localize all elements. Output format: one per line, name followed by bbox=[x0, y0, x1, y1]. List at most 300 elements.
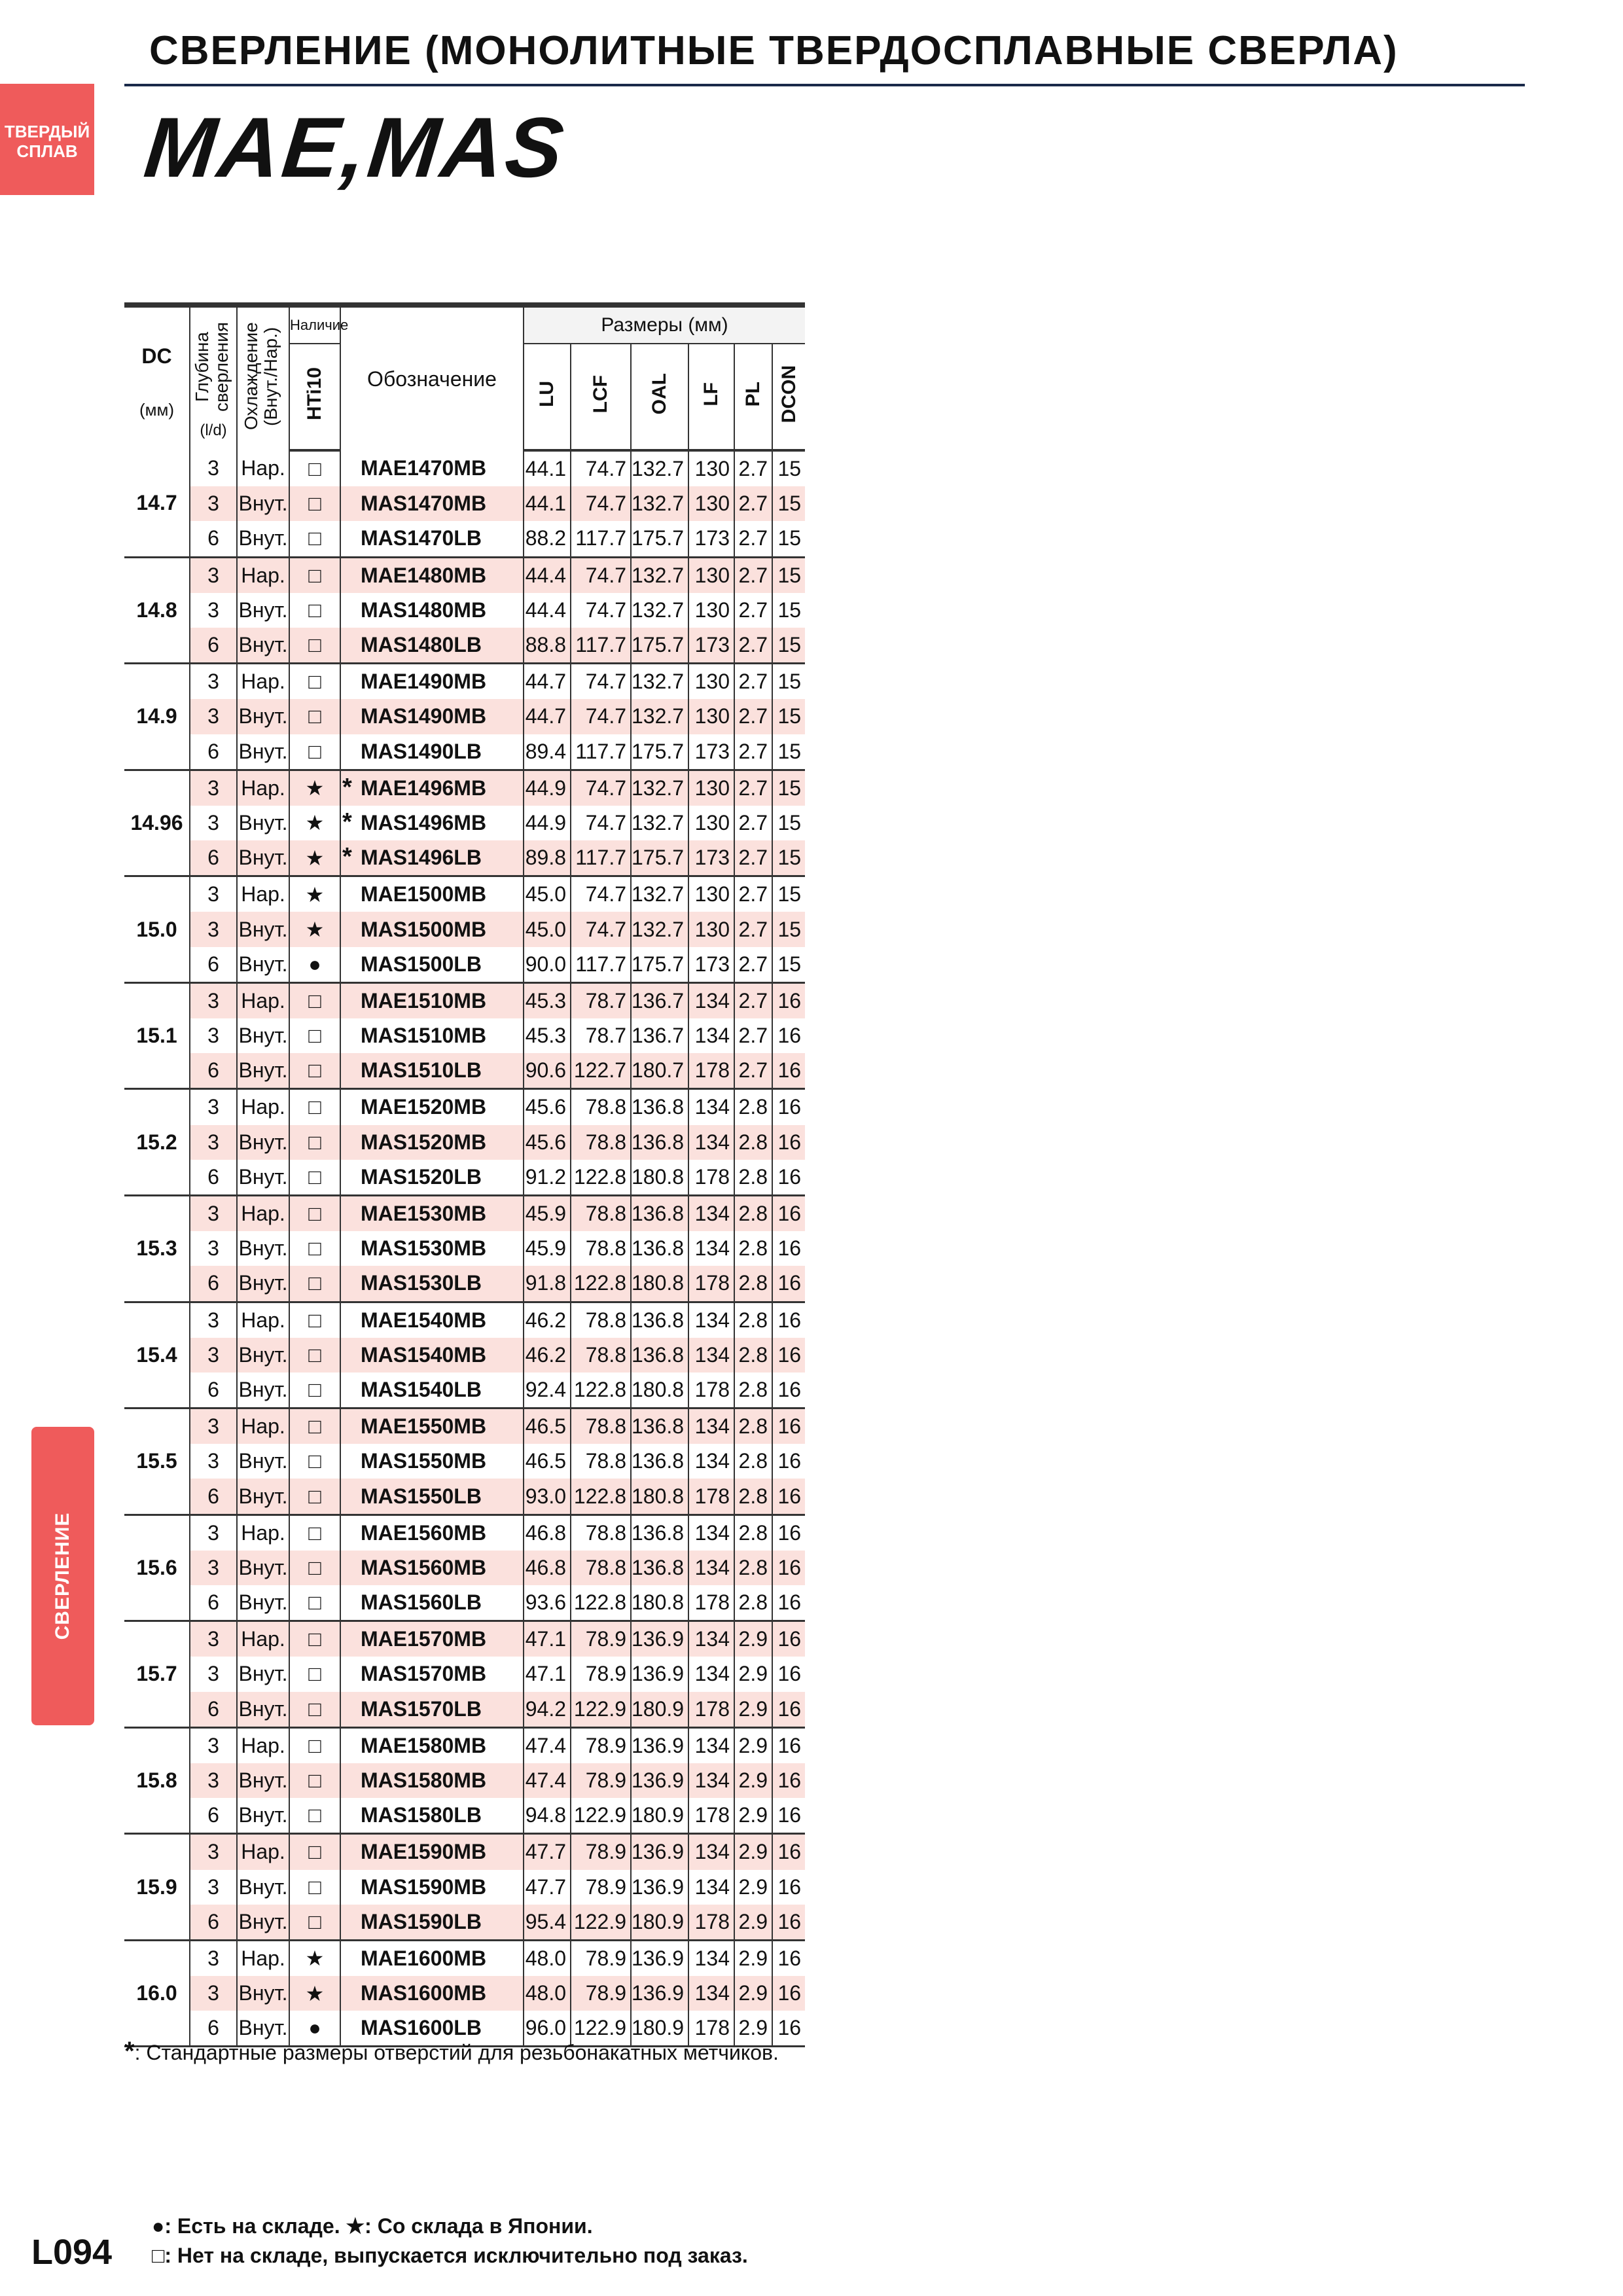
coolant-cell: Нар. bbox=[237, 1727, 289, 1763]
lf-cell: 134 bbox=[688, 1231, 734, 1266]
stock-cell: □ bbox=[289, 664, 340, 700]
lf-cell: 130 bbox=[688, 806, 734, 840]
category-tab bbox=[31, 1427, 94, 1725]
lf-cell: 178 bbox=[688, 1479, 734, 1515]
lf-cell: 130 bbox=[688, 699, 734, 734]
dcon-cell: 15 bbox=[777, 670, 802, 694]
header-lu-label: LU bbox=[536, 381, 558, 407]
table-row bbox=[124, 628, 805, 664]
table-row bbox=[124, 1408, 805, 1444]
coolant-cell: Нар. bbox=[237, 1940, 289, 1976]
oal-cell: 180.8 bbox=[631, 1585, 688, 1621]
table-row bbox=[124, 1479, 805, 1515]
designation-text: MAS1470MB bbox=[361, 492, 487, 516]
oal-cell: 180.8 bbox=[631, 1160, 688, 1196]
table-row bbox=[124, 557, 805, 593]
designation-cell bbox=[340, 1551, 524, 1585]
depth-cell: 6 bbox=[190, 2011, 237, 2047]
lcf-cell: 122.9 bbox=[571, 1798, 631, 1834]
oal-cell: 175.7 bbox=[631, 734, 688, 770]
designation-cell bbox=[340, 1053, 524, 1089]
stock-cell: □ bbox=[289, 1692, 340, 1728]
oal-cell: 180.8 bbox=[631, 1266, 688, 1302]
stock-cell: □ bbox=[289, 1195, 340, 1231]
dc-cell: 15.2 bbox=[124, 1089, 190, 1196]
stock-cell: □ bbox=[289, 557, 340, 593]
footnote bbox=[124, 2037, 779, 2066]
lu-cell: 45.9 bbox=[524, 1231, 571, 1266]
stock-cell: □ bbox=[289, 1338, 340, 1372]
table-row bbox=[124, 734, 805, 770]
coolant-cell: Нар. bbox=[237, 1834, 289, 1870]
designation-text: MAE1540MB bbox=[361, 1308, 487, 1332]
lcf-cell: 78.8 bbox=[571, 1408, 631, 1444]
lf-cell: 134 bbox=[688, 1302, 734, 1338]
depth-cell: 6 bbox=[190, 734, 237, 770]
coolant-cell: Внут. bbox=[237, 1231, 289, 1266]
designation-cell bbox=[340, 1302, 524, 1338]
lcf-cell: 117.7 bbox=[571, 521, 631, 557]
lu-cell: 46.5 bbox=[524, 1408, 571, 1444]
coolant-cell: Внут. bbox=[237, 1585, 289, 1621]
designation-text: MAS1520LB bbox=[361, 1164, 482, 1189]
oal-cell: 175.7 bbox=[631, 947, 688, 983]
designation-text: MAS1580LB bbox=[361, 1803, 482, 1827]
coolant-cell: Нар. bbox=[237, 1089, 289, 1125]
lu-cell: 47.7 bbox=[524, 1870, 571, 1905]
depth-cell: 6 bbox=[190, 1266, 237, 1302]
lu-cell: 44.4 bbox=[524, 557, 571, 593]
oal-cell: 136.9 bbox=[631, 1870, 688, 1905]
designation-text: MAS1510MB bbox=[361, 1024, 487, 1048]
designation-cell bbox=[340, 1089, 524, 1125]
lf-cell: 134 bbox=[688, 1444, 734, 1479]
table-row bbox=[124, 450, 805, 486]
designation-cell bbox=[340, 840, 524, 876]
designation-cell bbox=[340, 699, 524, 734]
stock-cell: □ bbox=[289, 699, 340, 734]
stock-cell: □ bbox=[289, 1302, 340, 1338]
designation-cell bbox=[340, 1940, 524, 1976]
pl-cell: 2.8 bbox=[734, 1231, 772, 1266]
dc-cell: 14.7 bbox=[124, 450, 190, 557]
coolant-cell: Внут. bbox=[237, 840, 289, 876]
lu-cell: 46.5 bbox=[524, 1444, 571, 1479]
pl-cell: 2.8 bbox=[734, 1408, 772, 1444]
lf-cell: 178 bbox=[688, 1905, 734, 1941]
depth-cell: 3 bbox=[190, 1125, 237, 1160]
lf-cell: 173 bbox=[688, 840, 734, 876]
lcf-cell: 78.8 bbox=[571, 1444, 631, 1479]
depth-cell: 6 bbox=[190, 1798, 237, 1834]
depth-cell: 6 bbox=[190, 1160, 237, 1196]
coolant-cell: Нар. bbox=[237, 1195, 289, 1231]
designation-cell bbox=[340, 1372, 524, 1408]
pl-cell: 2.7 bbox=[734, 486, 772, 521]
oal-cell: 136.9 bbox=[631, 1621, 688, 1657]
dcon-cell: 15 bbox=[772, 912, 805, 946]
lf-cell: 130 bbox=[688, 912, 734, 946]
pl-cell: 2.8 bbox=[734, 1160, 772, 1196]
table-row bbox=[124, 486, 805, 521]
lcf-cell: 117.7 bbox=[571, 734, 631, 770]
designation-cell bbox=[340, 876, 524, 912]
lf-cell: 173 bbox=[688, 947, 734, 983]
lcf-cell: 78.8 bbox=[571, 1338, 631, 1372]
designation-cell bbox=[340, 1408, 524, 1444]
designation-cell bbox=[340, 1657, 524, 1691]
lf-cell: 173 bbox=[688, 628, 734, 664]
oal-cell: 136.7 bbox=[631, 982, 688, 1018]
stock-cell: □ bbox=[289, 1870, 340, 1905]
lu-cell: 90.0 bbox=[524, 947, 571, 983]
coolant-cell: Внут. bbox=[237, 1444, 289, 1479]
lf-cell: 134 bbox=[688, 1727, 734, 1763]
depth-cell: 3 bbox=[190, 593, 237, 628]
dcon-cell: 16 bbox=[772, 1905, 805, 1941]
designation-text: MAS1496MB bbox=[361, 810, 487, 834]
designation-cell bbox=[340, 734, 524, 770]
pl-cell: 2.8 bbox=[734, 1515, 772, 1551]
coolant-cell: Внут. bbox=[237, 806, 289, 840]
table-row bbox=[124, 876, 805, 912]
table-row bbox=[124, 1372, 805, 1408]
lu-cell: 91.2 bbox=[524, 1160, 571, 1196]
depth-cell: 3 bbox=[190, 1870, 237, 1905]
lcf-cell: 78.8 bbox=[571, 1195, 631, 1231]
designation-cell bbox=[340, 912, 524, 946]
table-body bbox=[124, 450, 805, 2047]
lu-cell: 95.4 bbox=[524, 1905, 571, 1941]
lu-cell: 44.7 bbox=[524, 699, 571, 734]
depth-cell: 3 bbox=[190, 664, 237, 700]
depth-cell: 3 bbox=[190, 912, 237, 946]
depth-cell: 3 bbox=[190, 1302, 237, 1338]
stock-cell: □ bbox=[289, 1444, 340, 1479]
pl-cell: 2.7 bbox=[734, 876, 772, 912]
depth-cell: 6 bbox=[190, 1479, 237, 1515]
coolant-cell: Внут. bbox=[237, 1125, 289, 1160]
designation-cell bbox=[340, 806, 524, 840]
pl-cell: 2.8 bbox=[734, 1338, 772, 1372]
lcf-cell: 117.7 bbox=[571, 628, 631, 664]
dcon-cell: 16 bbox=[772, 1621, 805, 1657]
stock-cell: □ bbox=[289, 521, 340, 557]
table-row bbox=[124, 664, 805, 700]
dcon-cell: 15 bbox=[772, 699, 805, 734]
stock-cell: □ bbox=[289, 1763, 340, 1798]
lcf-cell: 78.7 bbox=[571, 982, 631, 1018]
lcf-cell: 74.7 bbox=[571, 876, 631, 912]
header-dcon bbox=[772, 344, 805, 450]
coolant-cell: Внут. bbox=[237, 2011, 289, 2047]
header-pl bbox=[734, 344, 772, 450]
dcon-cell: 16 bbox=[777, 1236, 802, 1261]
section-title: СВЕРЛЕНИЕ (МОНОЛИТНЫЕ ТВЕРДОСПЛАВНЫЕ СВЕРЛА) bbox=[149, 28, 1399, 73]
lf-cell: 130 bbox=[688, 450, 734, 486]
lcf-cell: 117.7 bbox=[571, 947, 631, 983]
depth-cell: 3 bbox=[190, 1976, 237, 2011]
lu-cell: 47.4 bbox=[524, 1763, 571, 1798]
lu-cell: 44.9 bbox=[524, 770, 571, 806]
lf-cell: 134 bbox=[688, 1125, 734, 1160]
pl-cell: 2.7 bbox=[734, 1053, 772, 1089]
designation-text: MAE1470MB bbox=[361, 456, 487, 480]
designation-text: MAE1480MB bbox=[361, 563, 487, 587]
oal-cell: 132.7 bbox=[631, 486, 688, 521]
lf-cell: 130 bbox=[688, 876, 734, 912]
header-dc-unit: (мм) bbox=[139, 400, 175, 420]
lu-cell: 45.0 bbox=[524, 876, 571, 912]
oal-cell: 136.9 bbox=[631, 1727, 688, 1763]
lu-cell: 44.1 bbox=[524, 450, 571, 486]
oal-cell: 136.9 bbox=[631, 1657, 688, 1691]
designation-cell bbox=[340, 1621, 524, 1657]
pl-cell: 2.7 bbox=[734, 1018, 772, 1053]
stock-cell: □ bbox=[289, 734, 340, 770]
depth-cell: 3 bbox=[190, 1408, 237, 1444]
pl-cell: 2.7 bbox=[734, 840, 772, 876]
table-row bbox=[124, 1053, 805, 1089]
oal-cell: 136.9 bbox=[631, 1940, 688, 1976]
header-lcf-label: LCF bbox=[590, 374, 611, 414]
lcf-cell: 122.9 bbox=[571, 1905, 631, 1941]
stock-cell: □ bbox=[289, 1408, 340, 1444]
stock-cell: □ bbox=[289, 1905, 340, 1941]
lu-cell: 45.3 bbox=[524, 982, 571, 1018]
depth-cell: 3 bbox=[190, 1231, 237, 1266]
designation-text: MAE1490MB bbox=[361, 670, 487, 694]
designation-cell bbox=[340, 1905, 524, 1941]
stock-cell: ● bbox=[289, 2011, 340, 2047]
oal-cell: 180.9 bbox=[631, 1692, 688, 1728]
depth-cell: 3 bbox=[190, 876, 237, 912]
pl-cell: 2.8 bbox=[734, 1195, 772, 1231]
lu-cell: 44.7 bbox=[524, 664, 571, 700]
lcf-cell: 78.8 bbox=[571, 1231, 631, 1266]
depth-cell: 3 bbox=[190, 1551, 237, 1585]
pl-cell: 2.9 bbox=[734, 1940, 772, 1976]
table-row bbox=[124, 1160, 805, 1196]
header-grade bbox=[289, 344, 340, 450]
depth-cell: 3 bbox=[190, 1621, 237, 1657]
lcf-cell: 78.9 bbox=[571, 1621, 631, 1657]
lcf-cell: 78.8 bbox=[571, 1125, 631, 1160]
lu-cell: 44.9 bbox=[524, 806, 571, 840]
dcon-cell: 15 bbox=[772, 734, 805, 770]
table-row bbox=[124, 1515, 805, 1551]
table-row bbox=[124, 1905, 805, 1941]
oal-cell: 132.7 bbox=[631, 770, 688, 806]
coolant-cell: Нар. bbox=[237, 450, 289, 486]
table-row bbox=[124, 1621, 805, 1657]
coolant-cell: Нар. bbox=[237, 876, 289, 912]
dc-cell: 15.5 bbox=[124, 1408, 190, 1515]
lu-cell: 88.8 bbox=[524, 628, 571, 664]
oal-cell: 132.7 bbox=[631, 593, 688, 628]
lf-cell: 134 bbox=[688, 1976, 734, 2011]
product-table bbox=[124, 302, 805, 2047]
header-lf bbox=[688, 344, 734, 450]
stock-cell: □ bbox=[289, 1053, 340, 1089]
lu-cell: 94.2 bbox=[524, 1692, 571, 1728]
lu-cell: 47.4 bbox=[524, 1727, 571, 1763]
table-row bbox=[124, 1089, 805, 1125]
oal-cell: 136.9 bbox=[631, 1976, 688, 2011]
depth-cell: 3 bbox=[190, 982, 237, 1018]
designation-cell bbox=[340, 947, 524, 983]
pl-cell: 2.8 bbox=[734, 1372, 772, 1408]
table-row bbox=[124, 1018, 805, 1053]
dcon-cell: 16 bbox=[777, 1733, 802, 1757]
pl-cell: 2.9 bbox=[734, 1621, 772, 1657]
designation-cell bbox=[340, 1798, 524, 1834]
pl-cell: 2.8 bbox=[734, 1551, 772, 1585]
dcon-cell: 16 bbox=[772, 1338, 805, 1372]
header-oal-label: OAL bbox=[649, 373, 670, 415]
table-row bbox=[124, 1125, 805, 1160]
dc-cell: 15.8 bbox=[124, 1727, 190, 1834]
depth-cell: 6 bbox=[190, 840, 237, 876]
lcf-cell: 122.8 bbox=[571, 1585, 631, 1621]
pl-cell: 2.9 bbox=[734, 1905, 772, 1941]
table-row bbox=[124, 1231, 805, 1266]
depth-cell: 6 bbox=[190, 1692, 237, 1728]
header-stock: Наличие bbox=[289, 305, 340, 344]
designation-cell bbox=[340, 1692, 524, 1728]
coolant-cell: Внут. bbox=[237, 1053, 289, 1089]
depth-cell: 3 bbox=[190, 1018, 237, 1053]
stock-cell: □ bbox=[289, 1727, 340, 1763]
designation-cell bbox=[340, 486, 524, 521]
coolant-cell: Внут. bbox=[237, 1870, 289, 1905]
lcf-cell: 78.8 bbox=[571, 1089, 631, 1125]
lcf-cell: 78.9 bbox=[571, 1727, 631, 1763]
oal-cell: 132.7 bbox=[631, 912, 688, 946]
designation-text: MAS1480LB bbox=[361, 633, 482, 657]
lcf-cell: 74.7 bbox=[571, 557, 631, 593]
oal-cell: 136.7 bbox=[631, 1018, 688, 1053]
pl-cell: 2.7 bbox=[734, 557, 772, 593]
coolant-cell: Внут. bbox=[237, 699, 289, 734]
table-row bbox=[124, 840, 805, 876]
dcon-cell: 16 bbox=[777, 1874, 802, 1899]
coolant-cell: Внут. bbox=[237, 912, 289, 946]
page-number: L094 bbox=[31, 2233, 113, 2272]
coolant-cell: Внут. bbox=[237, 521, 289, 557]
lf-cell: 134 bbox=[688, 1551, 734, 1585]
header-depth-unit: (l/d) bbox=[200, 422, 227, 439]
dcon-cell: 16 bbox=[772, 1195, 805, 1231]
lf-cell: 134 bbox=[688, 982, 734, 1018]
lf-cell: 178 bbox=[688, 1372, 734, 1408]
lu-cell: 94.8 bbox=[524, 1798, 571, 1834]
lu-cell: 44.4 bbox=[524, 593, 571, 628]
coolant-cell: Внут. bbox=[237, 1372, 289, 1408]
stock-cell: ★ bbox=[289, 840, 340, 876]
lu-cell: 45.0 bbox=[524, 912, 571, 946]
stock-cell: □ bbox=[289, 1515, 340, 1551]
table-row bbox=[124, 1444, 805, 1479]
coolant-cell: Нар. bbox=[237, 664, 289, 700]
coolant-cell: Внут. bbox=[237, 1551, 289, 1585]
oal-cell: 136.8 bbox=[631, 1338, 688, 1372]
lu-cell: 91.8 bbox=[524, 1266, 571, 1302]
lcf-cell: 122.8 bbox=[571, 1372, 631, 1408]
coolant-cell: Внут. bbox=[237, 486, 289, 521]
designation-text: MAS1560MB bbox=[361, 1555, 487, 1579]
stock-cell: ★ bbox=[289, 1976, 340, 2011]
stock-cell: □ bbox=[289, 982, 340, 1018]
table-row bbox=[124, 593, 805, 628]
lf-cell: 173 bbox=[688, 521, 734, 557]
depth-cell: 3 bbox=[190, 450, 237, 486]
stock-cell: □ bbox=[289, 1160, 340, 1196]
designation-text: MAS1600MB bbox=[361, 1981, 487, 2005]
lf-cell: 134 bbox=[688, 1940, 734, 1976]
stock-cell: □ bbox=[289, 486, 340, 521]
depth-cell: 3 bbox=[190, 770, 237, 806]
lu-cell: 96.0 bbox=[524, 2011, 571, 2047]
dcon-cell: 16 bbox=[777, 1024, 802, 1048]
designation-cell bbox=[340, 982, 524, 1018]
lu-cell: 92.4 bbox=[524, 1372, 571, 1408]
table-row bbox=[124, 1302, 805, 1338]
designation-cell bbox=[340, 1160, 524, 1196]
material-tab: ТВЕРДЫЙ СПЛАВ bbox=[0, 84, 94, 195]
pl-cell: 2.8 bbox=[734, 1089, 772, 1125]
lcf-cell: 122.8 bbox=[571, 1479, 631, 1515]
stock-cell: □ bbox=[289, 628, 340, 664]
designation-cell bbox=[340, 1727, 524, 1763]
dcon-cell: 16 bbox=[772, 1160, 805, 1196]
coolant-cell: Внут. bbox=[237, 1338, 289, 1372]
designation-text: MAE1510MB bbox=[361, 988, 487, 1013]
pl-cell: 2.9 bbox=[734, 1657, 772, 1691]
pl-cell: 2.7 bbox=[734, 593, 772, 628]
lcf-cell: 122.8 bbox=[571, 1266, 631, 1302]
designation-text: MAS1590LB bbox=[361, 1909, 482, 1933]
pl-cell: 2.7 bbox=[734, 982, 772, 1018]
table-row bbox=[124, 912, 805, 946]
table-row bbox=[124, 1763, 805, 1798]
coolant-cell: Нар. bbox=[237, 770, 289, 806]
lu-cell: 47.1 bbox=[524, 1657, 571, 1691]
depth-cell: 3 bbox=[190, 1089, 237, 1125]
dc-cell: 15.4 bbox=[124, 1302, 190, 1408]
designation-text: MAS1590MB bbox=[361, 1874, 487, 1899]
designation-text: MAE1500MB bbox=[361, 882, 487, 906]
designation-cell bbox=[340, 1976, 524, 2011]
lcf-cell: 74.7 bbox=[571, 699, 631, 734]
table-row bbox=[124, 1266, 805, 1302]
table-row bbox=[124, 1585, 805, 1621]
pl-cell: 2.7 bbox=[734, 628, 772, 664]
designation-text: MAS1550MB bbox=[361, 1449, 487, 1473]
stock-cell: □ bbox=[289, 1125, 340, 1160]
dcon-cell: 16 bbox=[772, 2011, 805, 2047]
pl-cell: 2.7 bbox=[734, 947, 772, 983]
designation-text: MAS1560LB bbox=[361, 1590, 482, 1615]
oal-cell: 175.7 bbox=[631, 840, 688, 876]
stock-cell: ★ bbox=[289, 1940, 340, 1976]
pl-cell: 2.7 bbox=[734, 734, 772, 770]
dcon-cell: 16 bbox=[772, 1372, 805, 1408]
lf-cell: 134 bbox=[688, 1408, 734, 1444]
designation-text: MAE1550MB bbox=[361, 1414, 487, 1439]
lcf-cell: 74.7 bbox=[571, 806, 631, 840]
table-row bbox=[124, 521, 805, 557]
